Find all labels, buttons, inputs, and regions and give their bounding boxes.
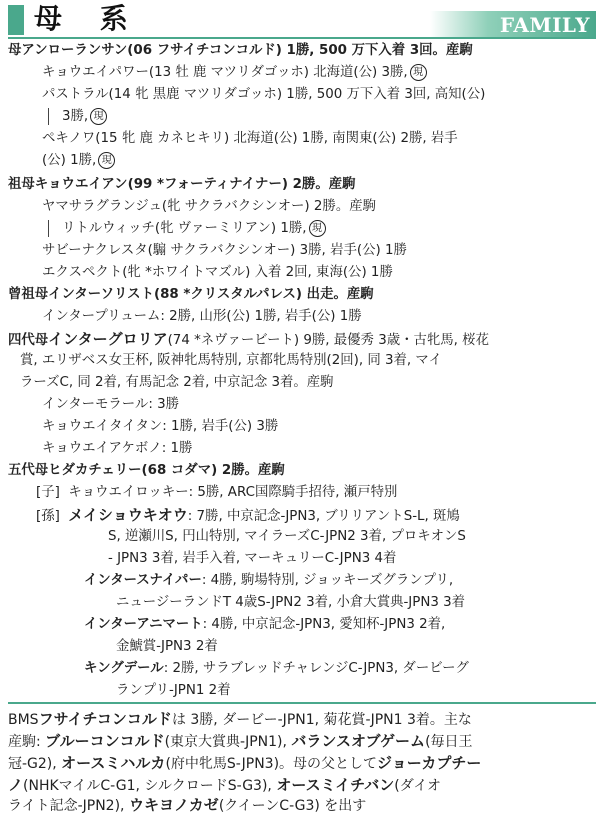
offspring-line: キョウエイアケボノ: 1勝 — [42, 441, 193, 456]
dam-line: 母アンローランサン(06 フサイチコンコルド) 1勝, 500 万下入着 3回。産駒 — [8, 43, 473, 58]
grandchild-line: インターアニマート: 4勝, 中京記念-JPN3, 愛知杯-JPN3 2着, — [84, 617, 446, 632]
bms-paragraph-line: 産駒: ブルーコンコルド(東京大賞典-JPN1), バランスオブゲーム(毎日王 — [8, 732, 473, 750]
offspring-line: キョウエイパワー(13 牡 鹿 マツリダゴッホ) 北海道(公) 3勝, 現 — [42, 62, 427, 84]
bms-paragraph-line: ライト記念-JPN2), ウキヨノカゼ(クイーンC-G3) を出す — [8, 796, 367, 814]
grandchild-line-cont: 金鯱賞-JPN3 2着 — [116, 639, 218, 654]
horse-name: ブルーコンコルド — [45, 732, 165, 750]
horse-name: メイショウキオウ — [68, 506, 188, 524]
offspring-line: インタープリューム: 2勝, 山形(公) 1勝, 岩手(公) 1勝 — [42, 309, 362, 324]
active-mark: 現 — [410, 64, 427, 81]
bms-sire-name: フサイチコンコルド — [38, 710, 172, 728]
offspring-line: エクスペクト(牝 *ホワイトマズル) 入着 2回, 東海(公) 1勝 — [42, 265, 393, 280]
horse-name: バランスオブゲーム — [291, 732, 426, 750]
offspring-line: パストラル(14 牝 黒鹿 マツリダゴッホ) 1勝, 500 万下入着 3回, 高知(公) — [42, 87, 486, 102]
grandchild-line: インタースナイパー: 4勝, 駒場特別, ジョッキーズグランプリ, — [84, 573, 454, 588]
great-granddam-line: 曾祖母インターソリスト(88 *クリスタルパレス) 出走。産駒 — [8, 287, 374, 302]
grandchild-tag: [孫] — [36, 509, 60, 524]
fourth-dam-name: インターグロリア — [48, 330, 168, 348]
grandchild-line: キングデール: 2勝, サラブレッドチャレンジC-JPN3, ダービーグ — [84, 661, 469, 676]
grandchild-line-cont: S, 逆瀬川S, 円山特別, マイラーズC-JPN2 3着, プロキオンS — [108, 529, 466, 544]
active-mark: 現 — [98, 152, 115, 169]
continuation-bar — [48, 108, 49, 125]
grandchild-line-cont: ランプリ-JPN1 2着 — [116, 683, 231, 698]
fourth-dam-line-cont: 賞, エリザベス女王杯, 阪神牝馬特別, 京都牝馬特別(2回), 同 3着, マイ — [20, 353, 442, 368]
offspring-line-cont: (公) 1勝, 現 — [42, 150, 115, 172]
grandchild-line: [孫] メイショウキオウ: 7勝, 中京記念-JPN3, ブリリアントS-L, 斑鳩 — [36, 506, 460, 524]
offspring-line-cont: 3勝, 現 — [62, 106, 107, 128]
offspring-line: ヤマサラグランジュ(牝 サクラバクシンオー) 2勝。産駒 — [42, 199, 376, 214]
child-line: [子] キョウエイロッキー: 5勝, ARC国際騎手招待, 瀬戸特別 — [36, 485, 398, 500]
child-tag: [子] — [36, 485, 60, 500]
fourth-dam-line: 四代母インターグロリア(74 *ネヴァービート) 9勝, 最優秀 3歳・古牝馬, 桜花 — [8, 330, 489, 348]
header-rule — [8, 37, 596, 39]
bms-paragraph-line: 冠-G2), オースミハルカ(府中牝馬S-JPN3)。母の父としてジョーカプチー — [8, 754, 482, 772]
section-header — [0, 0, 600, 37]
fourth-dam-line-cont: ラーズC, 同 2着, 有馬記念 2着, 中京記念 3着。産駒 — [20, 375, 334, 390]
offspring-line: サビーナクレスタ(騸 サクラバクシンオー) 3勝, 岩手(公) 1勝 — [42, 243, 407, 258]
horse-name: インターアニマート — [84, 617, 203, 632]
header-band — [430, 11, 596, 37]
grandchild-line-cont: ニュージーランドT 4歳S-JPN2 3着, 小倉大賞典-JPN3 3着 — [116, 595, 466, 610]
section-title-en: FAMILY — [499, 13, 590, 37]
horse-name: ウキヨノカゼ — [128, 796, 219, 814]
horse-name: キングデール — [84, 661, 164, 676]
horse-name: オースミイチバン — [276, 776, 395, 794]
header-accent-bar — [8, 5, 24, 35]
offspring-line: インターモラール: 3勝 — [42, 397, 179, 412]
continuation-bar — [48, 220, 49, 237]
horse-name: オースミハルカ — [61, 754, 166, 772]
offspring-line: ペキノワ(15 牝 鹿 カネヒキリ) 北海道(公) 1勝, 南関東(公) 2勝, 岩手 — [42, 131, 458, 146]
offspring-line: キョウエイタイタン: 1勝, 岩手(公) 3勝 — [42, 419, 279, 434]
granddam-line: 祖母キョウエイアン(99 *フォーティナイナー) 2勝。産駒 — [8, 177, 356, 192]
section-title: 母 系 — [34, 2, 142, 35]
fifth-dam-line: 五代母ヒダカチェリー(68 コダマ) 2勝。産駒 — [8, 463, 285, 478]
horse-name: ジョーカプチー — [377, 754, 482, 772]
grand-offspring-line: リトルウィッチ(牝 ヴァーミリアン) 1勝, 現 — [62, 218, 326, 240]
bms-paragraph-line: BMSフサイチコンコルドは 3勝, ダービー-JPN1, 菊花賞-JPN1 3着。主な — [8, 710, 472, 728]
active-mark: 現 — [309, 220, 326, 237]
section-divider — [8, 702, 596, 704]
grandchild-line-cont: - JPN3 3着, 岩手入着, マーキュリーC-JPN3 4着 — [108, 551, 397, 566]
bms-paragraph-line: ノ(NHKマイルC-G1, シルクロードS-G3), オースミイチバン(ダイオ — [8, 776, 441, 794]
active-mark: 現 — [90, 108, 107, 125]
horse-name: インタースナイパー — [84, 573, 202, 588]
